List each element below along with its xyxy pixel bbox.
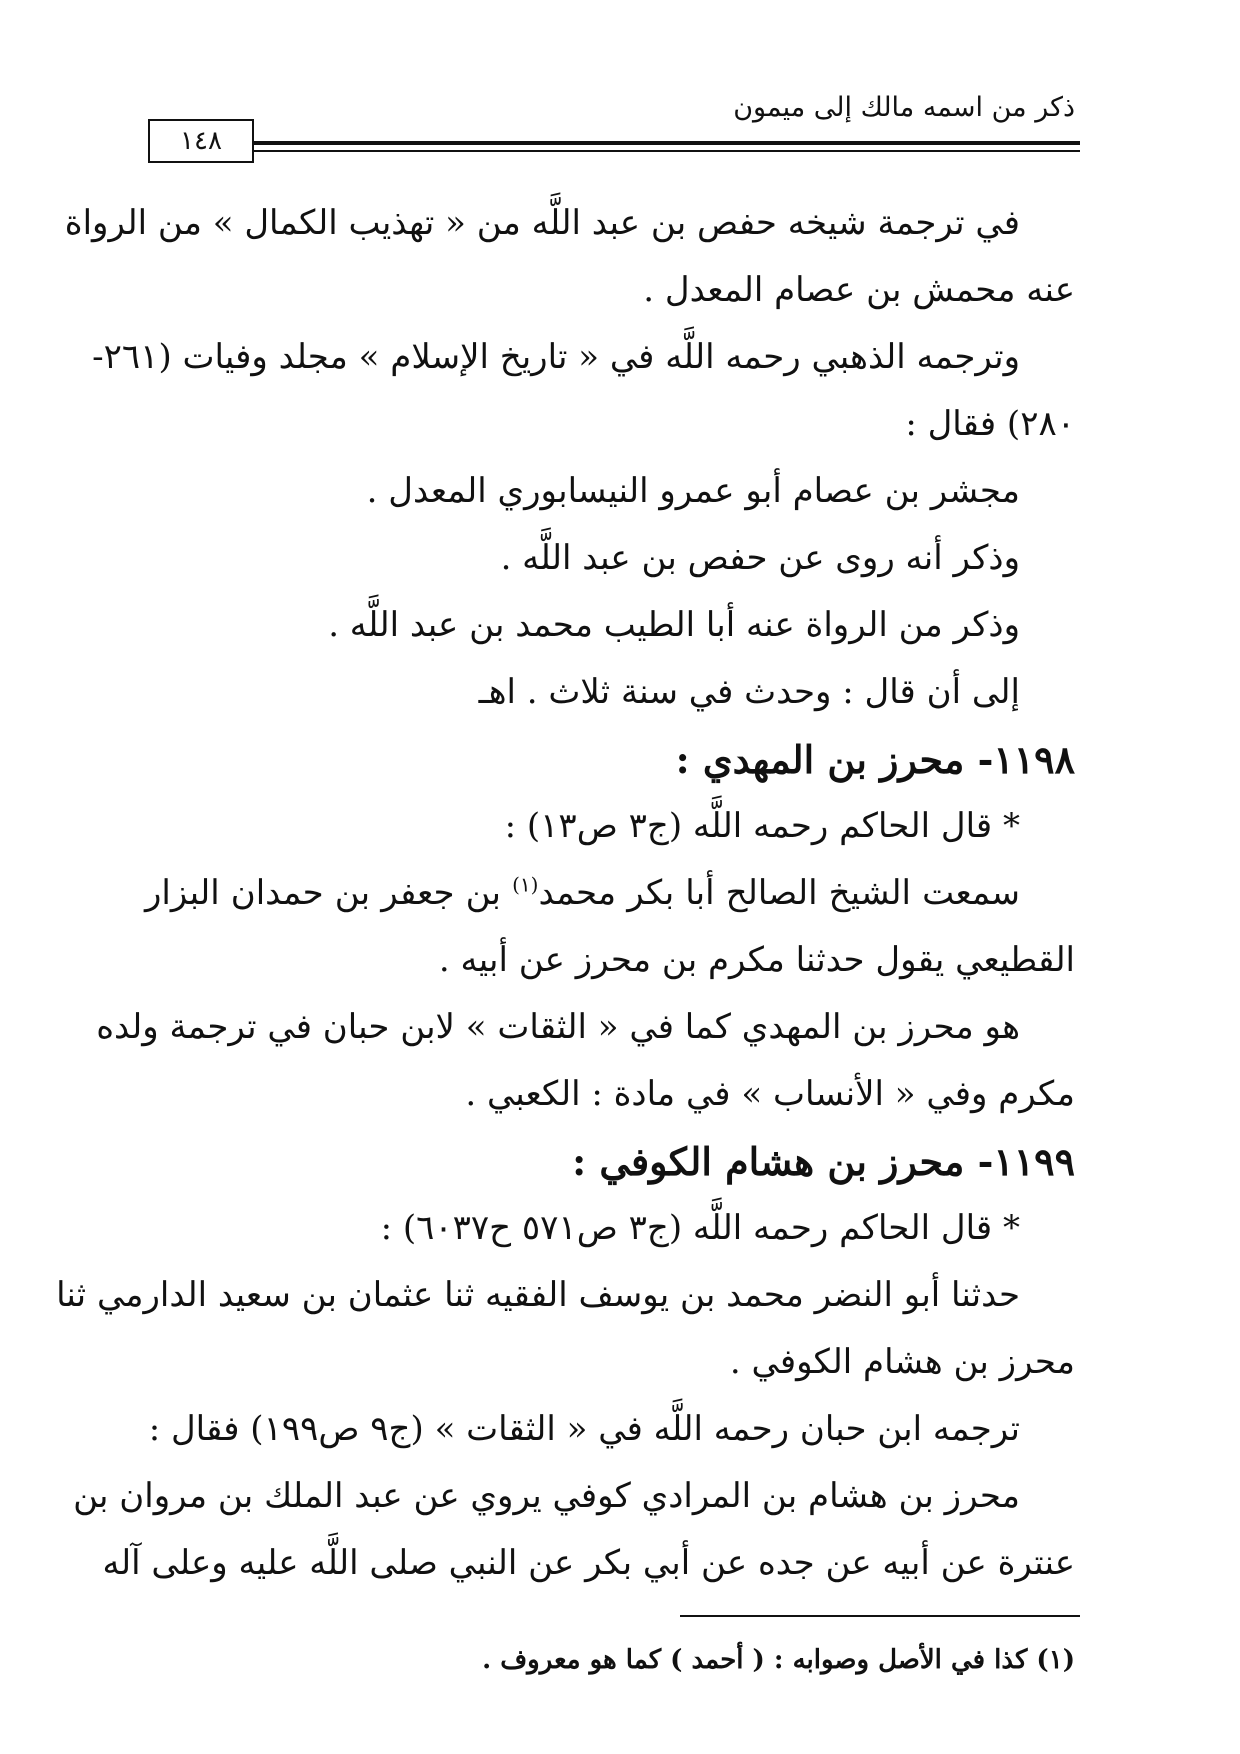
header-rule-thick <box>252 141 1080 145</box>
paragraph-line: القطيعي يقول حدثنا مكرم بن محرز عن أبيه . <box>438 940 1075 980</box>
entry-heading-1199: ١١٩٩- محرز بن هشام الكوفي : <box>572 1139 1075 1184</box>
header-rule-thin <box>148 150 1080 152</box>
paragraph-line: ترجمه ابن حبان رحمه اللَّه في « الثقات » (ج٩ ص١٩٩) فقال : <box>148 1409 1020 1449</box>
paragraph-line: في ترجمة شيخه حفص بن عبد اللَّه من « تهذيب الكمال » من الرواة <box>64 203 1020 243</box>
source-citation: * قال الحاكم رحمه اللَّه (ج٣ ص٥٧١ ح٦٠٣٧) : <box>380 1208 1020 1248</box>
quote-line: وذكر من الرواة عنه أبا الطيب محمد بن عبد اللَّه . <box>328 605 1020 645</box>
paragraph-text: بن جعفر بن حمدان البزار <box>145 873 513 913</box>
quote-line: إلى أن قال : وحدث في سنة ثلاث . اهـ <box>478 672 1020 712</box>
body-text <box>56 190 1075 1597</box>
quote-line: محرز بن هشام بن المرادي كوفي يروي عن عبد الملك بن مروان بن <box>73 1476 1020 1516</box>
paragraph-line: عنه محمش بن عصام المعدل . <box>643 270 1075 310</box>
paragraph-line: وترجمه الذهبي رحمه اللَّه في « تاريخ الإسلام » مجلد وفيات (٢٦١- <box>92 337 1020 377</box>
quote-line: مجشر بن عصام أبو عمرو النيسابوري المعدل . <box>366 471 1020 511</box>
page-number: ١٤٨ <box>148 119 254 163</box>
paragraph-line <box>145 860 1075 927</box>
running-title: ذكر من اسمه مالك إلى ميمون <box>733 92 1075 123</box>
quote-line: وذكر أنه روى عن حفص بن عبد اللَّه . <box>500 538 1020 578</box>
paragraph-line: هو محرز بن المهدي كما في « الثقات » لابن حبان في ترجمة ولده <box>96 1007 1020 1047</box>
footnote: (١) كذا في الأصل وصوابه : ( أحمد ) كما هو معروف . <box>482 1645 1075 1675</box>
footnote-marker: (١) <box>512 872 539 897</box>
footnote-rule <box>680 1615 1080 1617</box>
paragraph-line: ٢٨٠) فقال : <box>905 404 1075 444</box>
paragraph-line: حدثنا أبو النضر محمد بن يوسف الفقيه ثنا عثمان بن سعيد الدارمي ثنا <box>56 1275 1020 1315</box>
paragraph-text: سمعت الشيخ الصالح أبا بكر محمد <box>538 873 1020 913</box>
paragraph-line: محرز بن هشام الكوفي . <box>729 1342 1075 1382</box>
source-citation: * قال الحاكم رحمه اللَّه (ج٣ ص١٣) : <box>504 806 1020 846</box>
quote-line: عنترة عن أبيه عن جده عن أبي بكر عن النبي صلى اللَّه عليه وعلى آله <box>102 1543 1075 1583</box>
paragraph-line: مكرم وفي « الأنساب » في مادة : الكعبي . <box>465 1074 1075 1114</box>
entry-heading-1198: ١١٩٨- محرز بن المهدي : <box>675 737 1075 782</box>
